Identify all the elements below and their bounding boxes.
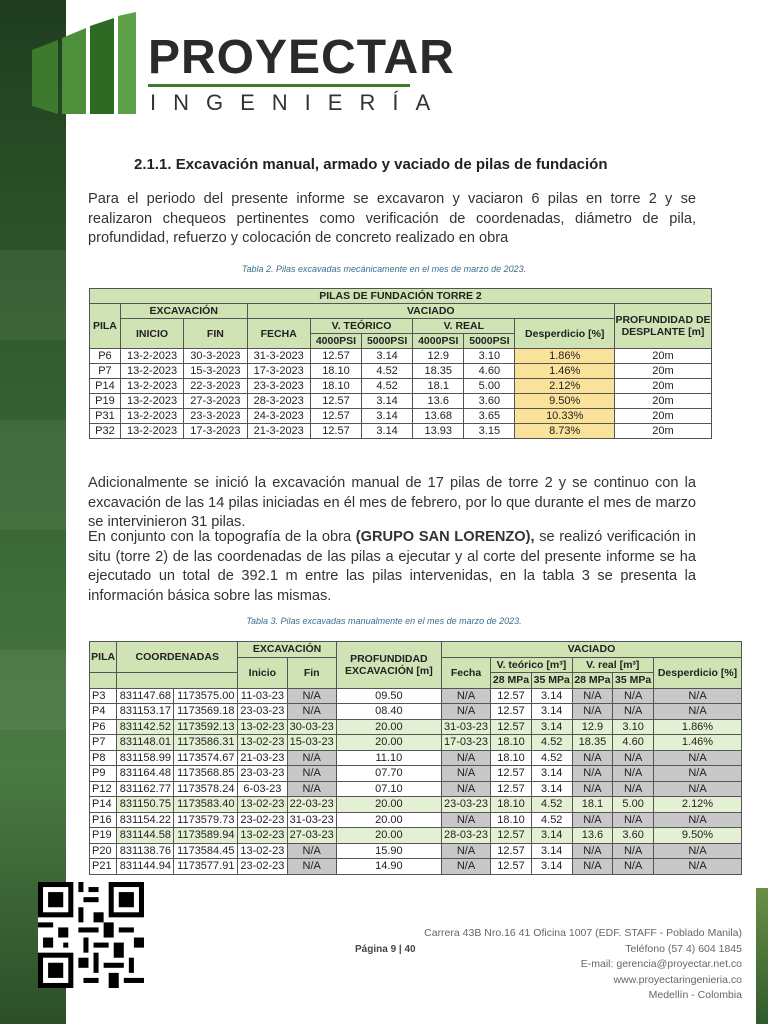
table-cell: 3.14 <box>531 688 572 704</box>
table-row <box>90 781 742 797</box>
table-pilas-manuales <box>89 641 742 875</box>
table-cell: 831144.58 <box>117 828 174 844</box>
table-cell: 27-3-2023 <box>184 394 247 409</box>
table-row <box>90 394 712 409</box>
table-cell: N/A <box>613 859 654 875</box>
table-cell: 15.90 <box>336 843 441 859</box>
table-cell: N/A <box>441 688 490 704</box>
table-cell: P16 <box>90 812 117 828</box>
table-cell: N/A <box>613 750 654 766</box>
table3-header-pila: PILA <box>90 642 117 673</box>
table-cell: 831148.01 <box>117 735 174 751</box>
table3-header-fin: Fin <box>287 657 336 688</box>
table-cell: 8.73% <box>515 424 615 439</box>
table-cell: P32 <box>90 424 121 439</box>
paragraph-additional: Adicionalmente se inició la excavación manual de 17 pilas de torre 2 y se continuo con la excavación de las 14 pilas iniciadas en él mes de febrero, por lo que durante el mes de marzo se intervinieron 31 pilas. <box>88 475 696 530</box>
table2-header-vreal: V. REAL <box>413 319 515 334</box>
table-cell: 15-03-23 <box>287 735 336 751</box>
table-cell: 20.00 <box>336 828 441 844</box>
table-cell: 3.14 <box>531 781 572 797</box>
table-cell: 21-3-2023 <box>247 424 310 439</box>
sidebar-band <box>0 420 66 530</box>
table-cell: 22-3-2023 <box>184 379 247 394</box>
table-cell: N/A <box>653 781 741 797</box>
table-cell: P6 <box>90 349 121 364</box>
contact-address: Carrera 43B Nro.16 41 Oficina 1007 (EDF. STAFF - Poblado Manila) <box>424 927 742 939</box>
table-cell: 18.35 <box>572 735 613 751</box>
table-cell: 831142.52 <box>117 719 174 735</box>
table-cell: 3.10 <box>613 719 654 735</box>
qr-code <box>38 882 144 988</box>
table-row <box>90 812 742 828</box>
table-cell: 20m <box>615 424 712 439</box>
table-cell: N/A <box>287 781 336 797</box>
table-cell: 3.60 <box>464 394 515 409</box>
table2-header-4000psi: 4000PSI <box>310 334 361 349</box>
table-cell: 09.50 <box>336 688 441 704</box>
table-cell: N/A <box>653 766 741 782</box>
table-cell: 3.14 <box>531 766 572 782</box>
table-cell: 10.33% <box>515 409 615 424</box>
table3-header-coordenadas: COORDENADAS <box>117 642 238 673</box>
table3-header-vreal: V. real [m³] <box>572 657 653 673</box>
table-cell: 28-3-2023 <box>247 394 310 409</box>
table-cell: 13-2-2023 <box>120 424 183 439</box>
table-cell: 30-3-2023 <box>184 349 247 364</box>
contact-city: Medellín - Colombia <box>648 989 742 1001</box>
section-title: 2.1.1. Excavación manual, armado y vaciado de pilas de fundación <box>134 156 608 173</box>
table-cell: 6-03-23 <box>238 781 287 797</box>
table-cell: 13.6 <box>572 828 613 844</box>
table-cell: 17-3-2023 <box>184 424 247 439</box>
table-cell: N/A <box>287 843 336 859</box>
table-cell: 3.60 <box>613 828 654 844</box>
table-cell: 13-02-23 <box>238 719 287 735</box>
table2-header-pila: PILA <box>90 304 121 349</box>
table-cell: 07.10 <box>336 781 441 797</box>
table-cell: N/A <box>441 766 490 782</box>
table-cell: 23-02-23 <box>238 812 287 828</box>
table-cell: 23-3-2023 <box>184 409 247 424</box>
table-cell: N/A <box>653 750 741 766</box>
table-cell: N/A <box>572 812 613 828</box>
table-cell: 3.15 <box>464 424 515 439</box>
table-row <box>90 797 742 813</box>
table-cell: 3.14 <box>531 719 572 735</box>
table-cell: N/A <box>572 781 613 797</box>
table3-header-excavacion: EXCAVACIÓN <box>238 642 337 658</box>
table-cell: 31-03-23 <box>287 812 336 828</box>
table-cell: 23-03-23 <box>238 766 287 782</box>
table-cell: 12.57 <box>491 688 532 704</box>
corner-decoration <box>756 888 768 1024</box>
table-cell: P8 <box>90 750 117 766</box>
table-cell: P19 <box>90 394 121 409</box>
table-cell: 4.60 <box>464 364 515 379</box>
table-cell: 15-3-2023 <box>184 364 247 379</box>
brand-name: PROYECTAR <box>148 31 455 84</box>
table-cell: P9 <box>90 766 117 782</box>
table2-header-5000psi: 5000PSI <box>362 334 413 349</box>
table-cell: 20.00 <box>336 735 441 751</box>
logo-icon <box>28 10 138 120</box>
table-cell: 13-02-23 <box>238 828 287 844</box>
table-cell: 4.52 <box>531 812 572 828</box>
table-cell: P12 <box>90 781 117 797</box>
table-cell: 1.46% <box>515 364 615 379</box>
table-cell: 18.10 <box>310 364 361 379</box>
table-cell: 18.10 <box>491 812 532 828</box>
table-cell: 14.90 <box>336 859 441 875</box>
table-cell: 22-03-23 <box>287 797 336 813</box>
table-cell: 1173579.73 <box>174 812 238 828</box>
table-cell: 21-03-23 <box>238 750 287 766</box>
table3-header-35mpa: 35 MPa <box>531 673 572 689</box>
table-cell: 831150.75 <box>117 797 174 813</box>
table-cell: 4.60 <box>613 735 654 751</box>
table2-header-inicio: INICIO <box>120 319 183 349</box>
table-cell: 13-2-2023 <box>120 379 183 394</box>
table-cell: P6 <box>90 719 117 735</box>
table-cell: 18.10 <box>491 797 532 813</box>
table-cell: 12.57 <box>491 859 532 875</box>
table-cell: 12.57 <box>491 766 532 782</box>
table-cell: 20.00 <box>336 719 441 735</box>
table3-header-spacer <box>90 673 117 689</box>
sidebar-band <box>0 650 66 730</box>
contact-web: www.proyectaringenieria.co <box>613 973 742 986</box>
table-cell: N/A <box>613 812 654 828</box>
table-cell: 12.57 <box>310 394 361 409</box>
table-cell: 1173569.18 <box>174 704 238 720</box>
table-cell: 4.52 <box>531 735 572 751</box>
table-cell: 12.9 <box>572 719 613 735</box>
table-cell: 3.14 <box>531 859 572 875</box>
table-cell: 3.10 <box>464 349 515 364</box>
brand-logo <box>28 10 455 120</box>
table-cell: 20m <box>615 379 712 394</box>
table-cell: 20.00 <box>336 812 441 828</box>
table-cell: 18.10 <box>491 735 532 751</box>
table-cell: 1.86% <box>515 349 615 364</box>
table-cell: P7 <box>90 364 121 379</box>
table-cell: 17-03-23 <box>441 735 490 751</box>
paragraph-topografia-start: En conjunto con la topografía de la obra <box>88 529 356 545</box>
table-cell: 4.52 <box>362 364 413 379</box>
table-cell: N/A <box>613 843 654 859</box>
table-cell: N/A <box>441 750 490 766</box>
table3-caption: Tabla 3. Pilas excavadas manualmente en el mes de marzo de 2023. <box>246 616 522 626</box>
table-row <box>90 843 742 859</box>
table2-header-excavacion: EXCAVACIÓN <box>120 304 247 319</box>
table-cell: 5.00 <box>464 379 515 394</box>
table-cell: 1173586.31 <box>174 735 238 751</box>
table-cell: 831153.17 <box>117 704 174 720</box>
paragraph-topografia <box>88 528 696 606</box>
table-cell: 1.86% <box>653 719 741 735</box>
table-cell: N/A <box>287 859 336 875</box>
table-cell: N/A <box>613 704 654 720</box>
grupo-san-lorenzo: (GRUPO SAN LORENZO), <box>355 529 535 545</box>
table3-header-fecha: Fecha <box>441 657 490 688</box>
table-row <box>90 766 742 782</box>
table-row <box>90 828 742 844</box>
table-cell: 1173568.85 <box>174 766 238 782</box>
table-cell: 3.14 <box>362 394 413 409</box>
table-cell: 3.14 <box>362 349 413 364</box>
table-cell: 1173583.40 <box>174 797 238 813</box>
page-number: Página 9 | 40 <box>355 944 416 955</box>
table-cell: 24-3-2023 <box>247 409 310 424</box>
table-cell: P14 <box>90 379 121 394</box>
brand-rule <box>148 84 410 87</box>
table-cell: 30-03-23 <box>287 719 336 735</box>
table-cell: 1173589.94 <box>174 828 238 844</box>
table-cell: 11.10 <box>336 750 441 766</box>
table-cell: 13-2-2023 <box>120 394 183 409</box>
table-cell: 13.93 <box>413 424 464 439</box>
table-cell: 831154.22 <box>117 812 174 828</box>
table-cell: 23-03-23 <box>441 797 490 813</box>
table-pilas-torre2 <box>89 288 712 439</box>
table-row <box>90 424 712 439</box>
table-cell: 18.1 <box>413 379 464 394</box>
table-cell: N/A <box>441 781 490 797</box>
table-cell: 12.57 <box>310 349 361 364</box>
table-cell: 07.70 <box>336 766 441 782</box>
table-cell: 23-02-23 <box>238 859 287 875</box>
table-cell: N/A <box>572 766 613 782</box>
table2-header-fin: FIN <box>184 319 247 349</box>
table-row <box>90 719 742 735</box>
table-cell: P7 <box>90 735 117 751</box>
table3-header-28mpa: 28 MPa <box>491 673 532 689</box>
table3-header-profundidad: PROFUNDIDAD EXCAVACIÓN [m] <box>336 642 441 689</box>
table-cell: 3.14 <box>531 843 572 859</box>
table-cell: 18.10 <box>310 379 361 394</box>
table-cell: 13-02-23 <box>238 843 287 859</box>
table-cell: 1173578.24 <box>174 781 238 797</box>
table-cell: N/A <box>613 688 654 704</box>
table-cell: 20m <box>615 409 712 424</box>
table-cell: 831138.76 <box>117 843 174 859</box>
table3-header-vaciado: VACIADO <box>441 642 741 658</box>
table-cell: 13-02-23 <box>238 797 287 813</box>
table-cell: 4.52 <box>531 750 572 766</box>
table-cell: 20.00 <box>336 797 441 813</box>
table-cell: 1173584.45 <box>174 843 238 859</box>
table-cell: N/A <box>572 704 613 720</box>
table-cell: N/A <box>441 859 490 875</box>
table-cell: 12.57 <box>310 424 361 439</box>
table-cell: P21 <box>90 859 117 875</box>
table-cell: 2.12% <box>653 797 741 813</box>
table-cell: 20m <box>615 349 712 364</box>
table-cell: 31-3-2023 <box>247 349 310 364</box>
table3-header-vteorico: V. teórico [m³] <box>491 657 572 673</box>
table-cell: 9.50% <box>653 828 741 844</box>
table-cell: P20 <box>90 843 117 859</box>
table-cell: N/A <box>572 859 613 875</box>
contact-info <box>424 926 742 1004</box>
table-cell: 11-03-23 <box>238 688 287 704</box>
table-row <box>90 409 712 424</box>
table2-header-4000psi: 4000PSI <box>413 334 464 349</box>
table-cell: 3.65 <box>464 409 515 424</box>
table-cell: 3.14 <box>362 424 413 439</box>
table2-title: PILAS DE FUNDACIÓN TORRE 2 <box>90 289 712 304</box>
table-cell: N/A <box>287 766 336 782</box>
table-cell: 3.14 <box>531 828 572 844</box>
table-cell: 18.35 <box>413 364 464 379</box>
table-cell: P31 <box>90 409 121 424</box>
table-cell: 17-3-2023 <box>247 364 310 379</box>
table2-header-5000psi: 5000PSI <box>464 334 515 349</box>
table-cell: 20m <box>615 364 712 379</box>
table3-header-35mpa: 35 MPa <box>613 673 654 689</box>
table-cell: 831158.99 <box>117 750 174 766</box>
table-cell: N/A <box>572 688 613 704</box>
table3-header-spacer <box>117 673 238 689</box>
table-cell: 12.57 <box>491 704 532 720</box>
table2-header-vteorico: V. TEÓRICO <box>310 319 412 334</box>
table-cell: 831144.94 <box>117 859 174 875</box>
table2-header-desperdicio: Desperdicio [%] <box>515 319 615 349</box>
table-cell: N/A <box>572 843 613 859</box>
table-cell: N/A <box>441 704 490 720</box>
table-row <box>90 364 712 379</box>
table-cell: 13-02-23 <box>238 735 287 751</box>
table-row <box>90 704 742 720</box>
table-cell: N/A <box>287 688 336 704</box>
brand-subtitle: INGENIERÍA <box>150 90 448 115</box>
table-cell: 08.40 <box>336 704 441 720</box>
table-cell: 9.50% <box>515 394 615 409</box>
table-cell: 1173574.67 <box>174 750 238 766</box>
table-cell: 23-3-2023 <box>247 379 310 394</box>
table-cell: 27-03-23 <box>287 828 336 844</box>
table-cell: 28-03-23 <box>441 828 490 844</box>
table-cell: 12.57 <box>491 828 532 844</box>
table-cell: 2.12% <box>515 379 615 394</box>
table-cell: 12.57 <box>491 719 532 735</box>
table-cell: N/A <box>653 812 741 828</box>
table-cell: 3.14 <box>362 409 413 424</box>
table-row <box>90 349 712 364</box>
table-cell: 4.52 <box>531 797 572 813</box>
table-cell: N/A <box>441 843 490 859</box>
table2-header-vaciado: VACIADO <box>247 304 614 319</box>
table-row <box>90 379 712 394</box>
table3-header-inicio: Inicio <box>238 657 287 688</box>
table-row <box>90 859 742 875</box>
table-cell: 31-03-23 <box>441 719 490 735</box>
sidebar-decoration <box>0 0 66 1024</box>
table-row <box>90 750 742 766</box>
table-cell: N/A <box>287 750 336 766</box>
table-cell: 18.10 <box>491 750 532 766</box>
table-cell: 13-2-2023 <box>120 409 183 424</box>
table-cell: 18.1 <box>572 797 613 813</box>
contact-email: E-mail: gerencia@proyectar.net.co <box>580 958 742 970</box>
table-cell: 3.14 <box>531 704 572 720</box>
table-cell: 13-2-2023 <box>120 349 183 364</box>
table-cell: 1.46% <box>653 735 741 751</box>
table-cell: 1173575.00 <box>174 688 238 704</box>
table-cell: N/A <box>653 843 741 859</box>
table2-header-profundidad: PROFUNDIDAD DE DESPLANTE [m] <box>615 304 712 349</box>
table-cell: 12.57 <box>310 409 361 424</box>
table-cell: 12.9 <box>413 349 464 364</box>
table-cell: 831162.77 <box>117 781 174 797</box>
table2-header-fecha: FECHA <box>247 319 310 349</box>
table-cell: P4 <box>90 704 117 720</box>
table-cell: N/A <box>613 781 654 797</box>
table-cell: N/A <box>653 859 741 875</box>
table-cell: N/A <box>613 766 654 782</box>
table-cell: P3 <box>90 688 117 704</box>
table3-header-desperdicio: Desperdicio [%] <box>653 657 741 688</box>
table-cell: 1173577.91 <box>174 859 238 875</box>
table-cell: P14 <box>90 797 117 813</box>
table-cell: N/A <box>653 688 741 704</box>
table-cell: 12.57 <box>491 781 532 797</box>
table-row <box>90 688 742 704</box>
contact-phone: Teléfono (57 4) 604 1845 <box>625 942 742 955</box>
table-cell: 23-03-23 <box>238 704 287 720</box>
table-cell: N/A <box>441 812 490 828</box>
table-cell: 20m <box>615 394 712 409</box>
paragraph-topografia-end: se realizó verificación in situ (torre 2) de las coordenadas de las pilas a ejecutar y al corte del presente informe se ha ejecutado un total de 392.1 m entre las pilas intervenidas, en la tabla 3 se presenta la información básica sobre las mismas. <box>88 529 696 604</box>
table-row <box>90 735 742 751</box>
paragraph-intro: Para el periodo del presente informe se excavaron y vaciaron 6 pilas en torre 2 y se realizaron chequeos pertinentes como verificación de coordenadas, diámetro de pila, profundidad, refuerzo y colocación de concreto realizado en obra <box>88 191 696 246</box>
qr-code-icon <box>38 882 144 988</box>
table-cell: 12.57 <box>491 843 532 859</box>
table-cell: 13.68 <box>413 409 464 424</box>
table-cell: 5.00 <box>613 797 654 813</box>
table3-header-28mpa: 28 MPa <box>572 673 613 689</box>
table-cell: 831147.68 <box>117 688 174 704</box>
table-cell: N/A <box>572 750 613 766</box>
table-cell: N/A <box>287 704 336 720</box>
table2-caption: Tabla 2. Pilas excavadas mecánicamente en el mes de marzo de 2023. <box>241 264 527 274</box>
table-cell: 13-2-2023 <box>120 364 183 379</box>
table-cell: 831164.48 <box>117 766 174 782</box>
table-cell: N/A <box>653 704 741 720</box>
table-cell: 4.52 <box>362 379 413 394</box>
table-cell: 13.6 <box>413 394 464 409</box>
table-cell: P19 <box>90 828 117 844</box>
table-cell: 1173592.13 <box>174 719 238 735</box>
